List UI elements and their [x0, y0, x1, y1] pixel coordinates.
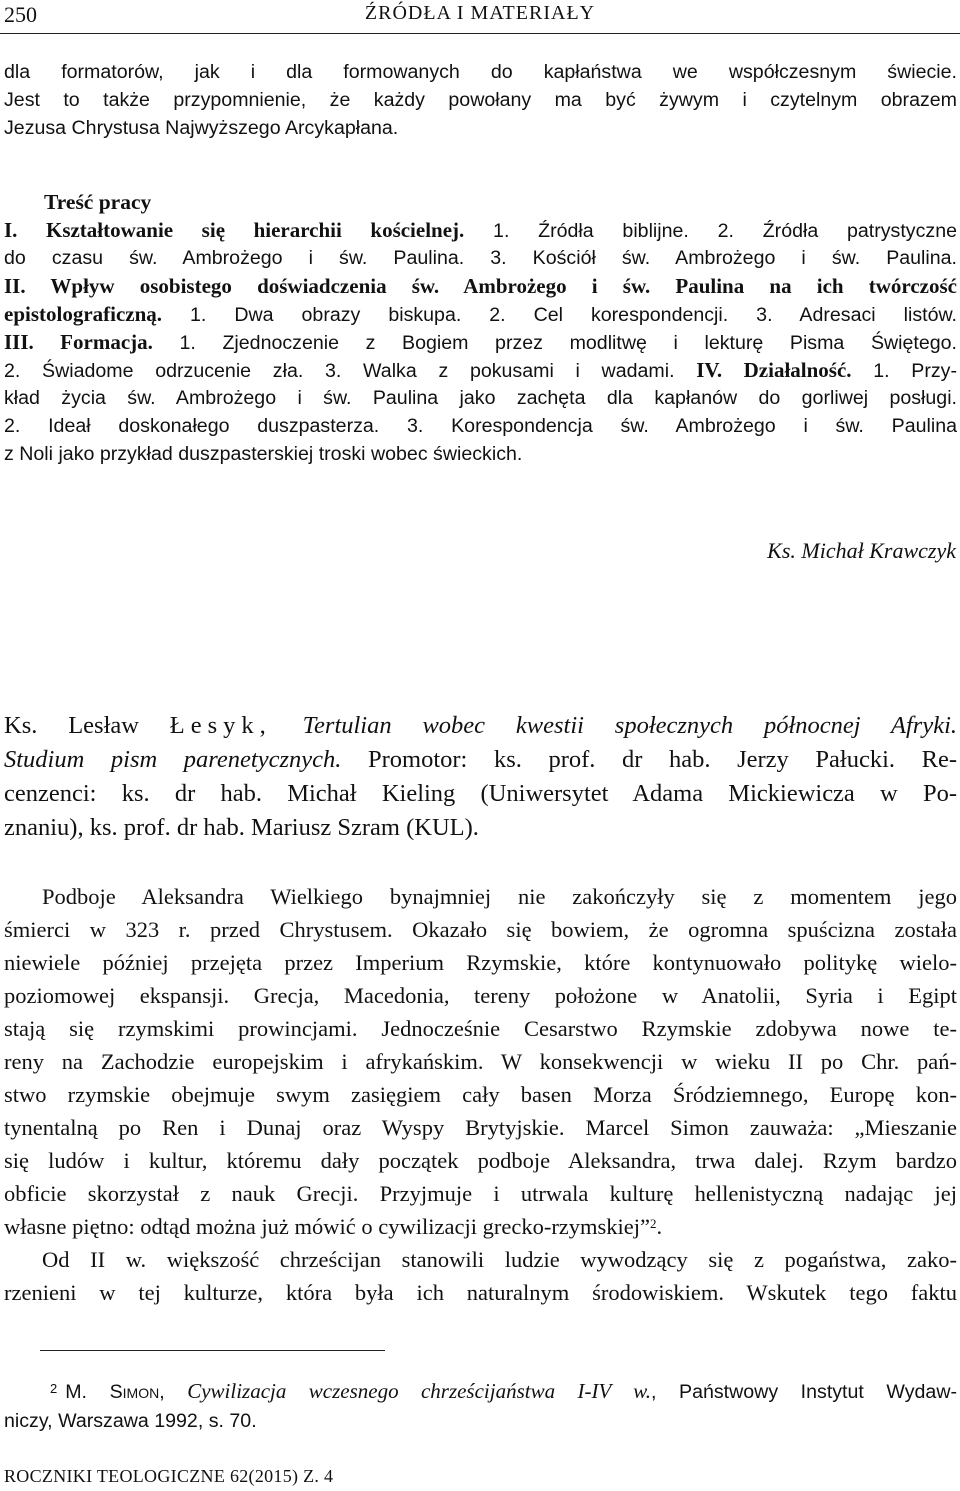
footnote-mark: 2: [50, 1381, 58, 1396]
toc-part-2-title: II. Wpływ osobistego doświadczenia św. Ambrożego i św. Paulina na ich twórczość: [4, 274, 957, 298]
body-line-2: śmierci w 323 r. przed Chrystusem. Okazało się bowiem, że ogromna spuścizna została: [4, 917, 957, 942]
toc-line-5-rest: 1. Zjednoczenie z Bogiem przez modlitwę i lekturę Pisma Świętego.: [152, 332, 957, 354]
body-line-1: Podboje Aleksandra Wielkiego bynajmniej nie zakończyły się z momentem jego: [42, 884, 957, 909]
toc-line-8: 2. Ideał doskonałego duszpasterza. 3. Korespondencja św. Ambrożego i św. Paulina: [4, 415, 957, 437]
toc-line-6: [4, 356, 957, 384]
toc-line-7: kład życia św. Ambrożego i św. Paulina jako zachęta dla kapłanów do gorliwej posługi.: [4, 387, 957, 409]
footnote-separator-comma: ,: [159, 1381, 188, 1403]
toc-line-1: [4, 216, 957, 244]
footnote-line-2: niczy, Warszawa 1992, s. 70.: [4, 1410, 257, 1432]
toc-line-9: z Noli jako przykład duszpasterskiej troski wobec świeckich.: [4, 443, 523, 465]
toc-line-4: [4, 300, 957, 328]
toc-line-4-rest: 1. Dwa obrazy biskupa. 2. Cel korespondencji. 3. Adresaci listów.: [162, 304, 957, 326]
toc-part-1-title: I. Kształtowanie się hierarchii kościelnej.: [4, 218, 465, 242]
footnote-author-surname: Simon: [109, 1381, 160, 1403]
intro-paragraph: [4, 58, 957, 142]
entry-promotor: Promotor: ks. prof. dr hab. Jerzy Pałucki. Re-: [341, 746, 957, 773]
toc-line-6-start: 2. Świadome odrzucenie zła. 3. Walka z pokusami i wadami.: [4, 360, 697, 382]
footnote-publisher: , Państwowy Instytut Wydaw-: [651, 1381, 957, 1403]
footnote-reference[interactable]: 2: [650, 1216, 657, 1231]
table-of-contents: [4, 188, 957, 468]
body-line-12: Od II w. większość chrześcijan stanowili ludzie wywodzący się z pogaństwa, zako-: [42, 1247, 957, 1272]
entry-author-prefix: Ks. Lesław: [4, 712, 170, 739]
toc-line-6-end: 1. Przy-: [851, 360, 957, 382]
toc-part-2-title-end: epistolograficzną.: [4, 302, 163, 326]
toc-part-4-title: IV. Działalność.: [696, 358, 852, 382]
running-title: ŹRÓDŁA I MATERIAŁY: [364, 2, 596, 24]
toc-line-5: [4, 328, 957, 356]
body-line-9: się ludów i kultur, któremu dały początek podboje Aleksandra, trwa dalej. Rzym bardzo: [4, 1148, 957, 1173]
entry-title-part-1: Tertulian wobec kwestii społecznych północnej Afryki.: [302, 712, 957, 739]
footnote: [4, 1376, 957, 1436]
toc-heading: Treść pracy: [44, 190, 152, 214]
body-line-11: [4, 1210, 957, 1243]
body-line-7: stwo rzymskie obejmuje swym zasięgiem cały basen Morza Śródziemnego, Europę kon-: [4, 1082, 957, 1107]
entry-line-4: znaniu), ks. prof. dr hab. Mariusz Szram (KUL).: [4, 814, 479, 841]
review-signature: Ks. Michał Krawczyk: [767, 538, 956, 563]
toc-part-3-title: III. Formacja.: [4, 330, 153, 354]
entry-line-2: [4, 743, 957, 777]
header-rule: [0, 33, 960, 34]
body-paragraph-2: [4, 1243, 957, 1309]
body-line-11-end: .: [656, 1214, 663, 1239]
toc-line-1-rest: 1. Źródła biblijne. 2. Źródła patrystyczne: [464, 220, 957, 242]
toc-line-2: do czasu św. Ambrożego i św. Paulina. 3. Kościół św. Ambrożego i św. Paulina.: [4, 247, 957, 269]
body-line-10: obficie skorzystał z nauk Grecji. Przyjmuje i utrwala kulturę hellenistyczną nadając jej: [4, 1181, 957, 1206]
body-line-4: poziomowej ekspansji. Grecja, Macedonia, tereny położone w Anatolii, Syria i Egipt: [4, 983, 957, 1008]
entry-author-surname: Łesyk,: [169, 712, 272, 739]
entry-line-1: [4, 709, 957, 743]
journal-footer: ROCZNIKI TEOLOGICZNE 62(2015) Z. 4: [4, 1466, 334, 1486]
intro-line-2: Jest to także przypomnienie, że każdy powołany ma być żywym i czytelnym obrazem: [4, 89, 957, 111]
page-number: 250: [4, 2, 37, 27]
body-line-5: stają się rzymskimi prowincjami. Jednocześnie Cesarstwo Rzymskie zdobywa nowe te-: [4, 1016, 957, 1041]
footnote-separator: [40, 1350, 385, 1351]
footnote-author-initial: M.: [65, 1381, 110, 1403]
entry-title-part-2: Studium pism parenetycznych.: [4, 746, 342, 773]
footnote-title: Cywilizacja wczesnego chrześcijaństwa I-IV w.: [187, 1379, 651, 1403]
body-paragraph-1: [4, 880, 957, 1243]
body-line-6: reny na Zachodzie europejskim i afrykańskim. W konsekwencji w wieku II po Chr. pań-: [4, 1049, 957, 1074]
body-line-13: rzenieni w tej kulturze, która była ich naturalnym środowiskiem. Wskutek tego faktu: [4, 1280, 957, 1305]
page-header: [0, 0, 960, 36]
footnote-line-1: [4, 1376, 957, 1406]
intro-line-3: Jezusa Chrystusa Najwyższego Arcykapłana.: [4, 117, 399, 139]
entry-line-3: cenzenci: ks. dr hab. Michał Kieling (Uniwersytet Adama Mickiewicza w Po-: [4, 780, 957, 807]
intro-line-1: dla formatorów, jak i dla formowanych do kapłaństwa we współczesnym świecie.: [4, 61, 957, 83]
dissertation-entry: [4, 709, 957, 845]
body-line-8: tynentalną po Ren i Dunaj oraz Wyspy Brytyjskie. Marcel Simon zauważa: „Mieszanie: [4, 1115, 957, 1140]
body-line-11-text: własne piętno: odtąd można już mówić o cywilizacji grecko-rzymskiej”: [4, 1214, 651, 1239]
body-line-3: niewiele później przejęta przez Imperium Rzymskie, które kontynuowało politykę wielo-: [4, 950, 957, 975]
